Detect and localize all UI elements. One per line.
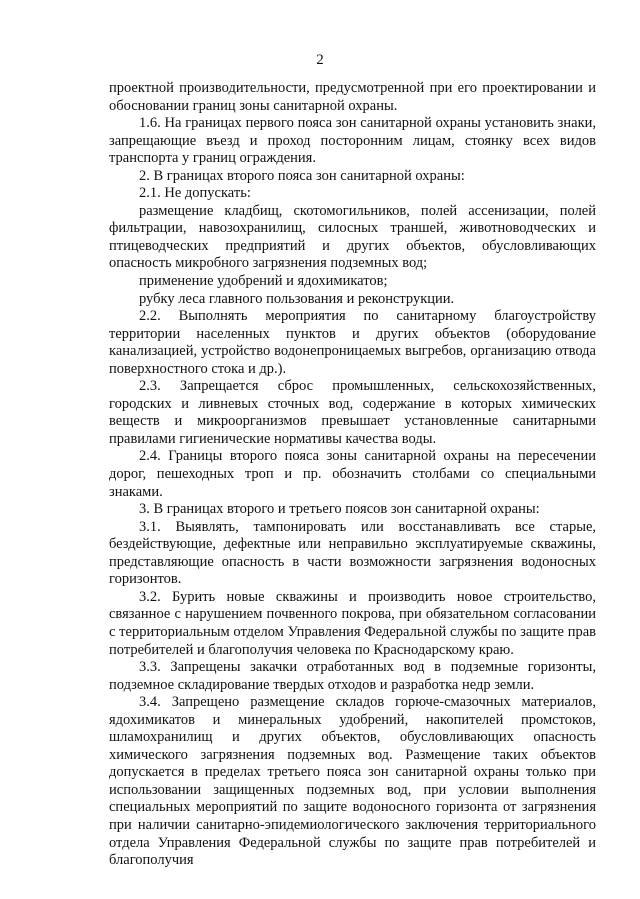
paragraph-3: 3. В границах второго и третьего поясов зон санитарной охраны: bbox=[139, 501, 540, 518]
paragraph-2-1-item-3: рубку леса главного пользования и реконструкции. bbox=[139, 290, 455, 307]
paragraph-2: 2. В границах второго пояса зон санитарной охраны: bbox=[139, 167, 465, 184]
paragraph-3-2: 3.2. Бурить новые скважины и производить новое строительство, связанное с нарушением почвенного покрова, при обязательном согласовании с территориальным отделом Управления Федеральной службы по защите прав потребителей и благополучия человека по Краснодарскому краю. bbox=[109, 588, 596, 658]
paragraph-3-3: 3.3. Запрещены закачки отработанных вод в подземные горизонты, подземное складирование твердых отходов и разработка недр земли. bbox=[109, 659, 596, 693]
page-number: 2 bbox=[316, 52, 324, 68]
paragraph-continuation: проектной производительности, предусмотренной при его проектировании и обосновании границ зоны санитарной охраны. bbox=[109, 80, 596, 114]
paragraph-3-4: 3.4. Запрещено размещение складов горюче-смазочных материалов, ядохимикатов и минеральных удобрений, накопителей промстоков, шламохранилищ и других объектов, обусловливающих опасность химического загрязнения подземных вод. Размещение таких объектов допускается в пределах третьего пояса зон санитарной охраны только при использовании защищенных подземных вод, при условии выполнения специальных мероприятий по защите водоносного горизонта от загрязнения при наличии санитарно-эпидемиологического заключения территориального отдела Управления Федеральной службы по защите прав потребителей и благополучия bbox=[109, 694, 596, 869]
paragraph-2-1-item-2: применение удобрений и ядохимикатов; bbox=[139, 273, 388, 290]
paragraph-2-3: 2.3. Запрещается сброс промышленных, сельскохозяйственных, городских и ливневых сточных вод, содержание в которых химических веществ и микроорганизмов превышает установленные санитарными правилами гигиенические нормативы качества воды. bbox=[109, 378, 596, 447]
paragraph-3-1: 3.1. Выявлять, тампонировать или восстанавливать все старые, бездействующие, дефектные или неправильно эксплуатируемые скважины, представляющие опасность в части возможности загрязнения водоносных горизонтов. bbox=[109, 518, 596, 588]
paragraph-2-1: 2.1. Не допускать: bbox=[139, 185, 251, 202]
paragraph-2-4: 2.4. Границы второго пояса зоны санитарной охраны на пересечении дорог, пешеходных троп и пр. обозначить столбами со специальными знаками. bbox=[109, 448, 596, 500]
document-body bbox=[109, 80, 596, 870]
paragraph-2-2: 2.2. Выполнять мероприятия по санитарному благоустройству территории населенных пунктов и других объектов (оборудование канализацией, устройство водонепроницаемых выгребов, организацию отвода поверхностного стока и др.). bbox=[109, 308, 596, 377]
paragraph-2-1-item-1: размещение кладбищ, скотомогильников, полей ассенизации, полей фильтрации, навозохранилищ, силосных траншей, животноводческих и птицеводческих предприятий и других объектов, обусловливающих опасность микробного загрязнения подземных вод; bbox=[109, 202, 596, 272]
paragraph-1-6: 1.6. На границах первого пояса зон санитарной охраны установить знаки, запрещающие въезд и проход посторонним лицам, стоянку всех видов транспорта у границ ограждения. bbox=[109, 115, 596, 167]
